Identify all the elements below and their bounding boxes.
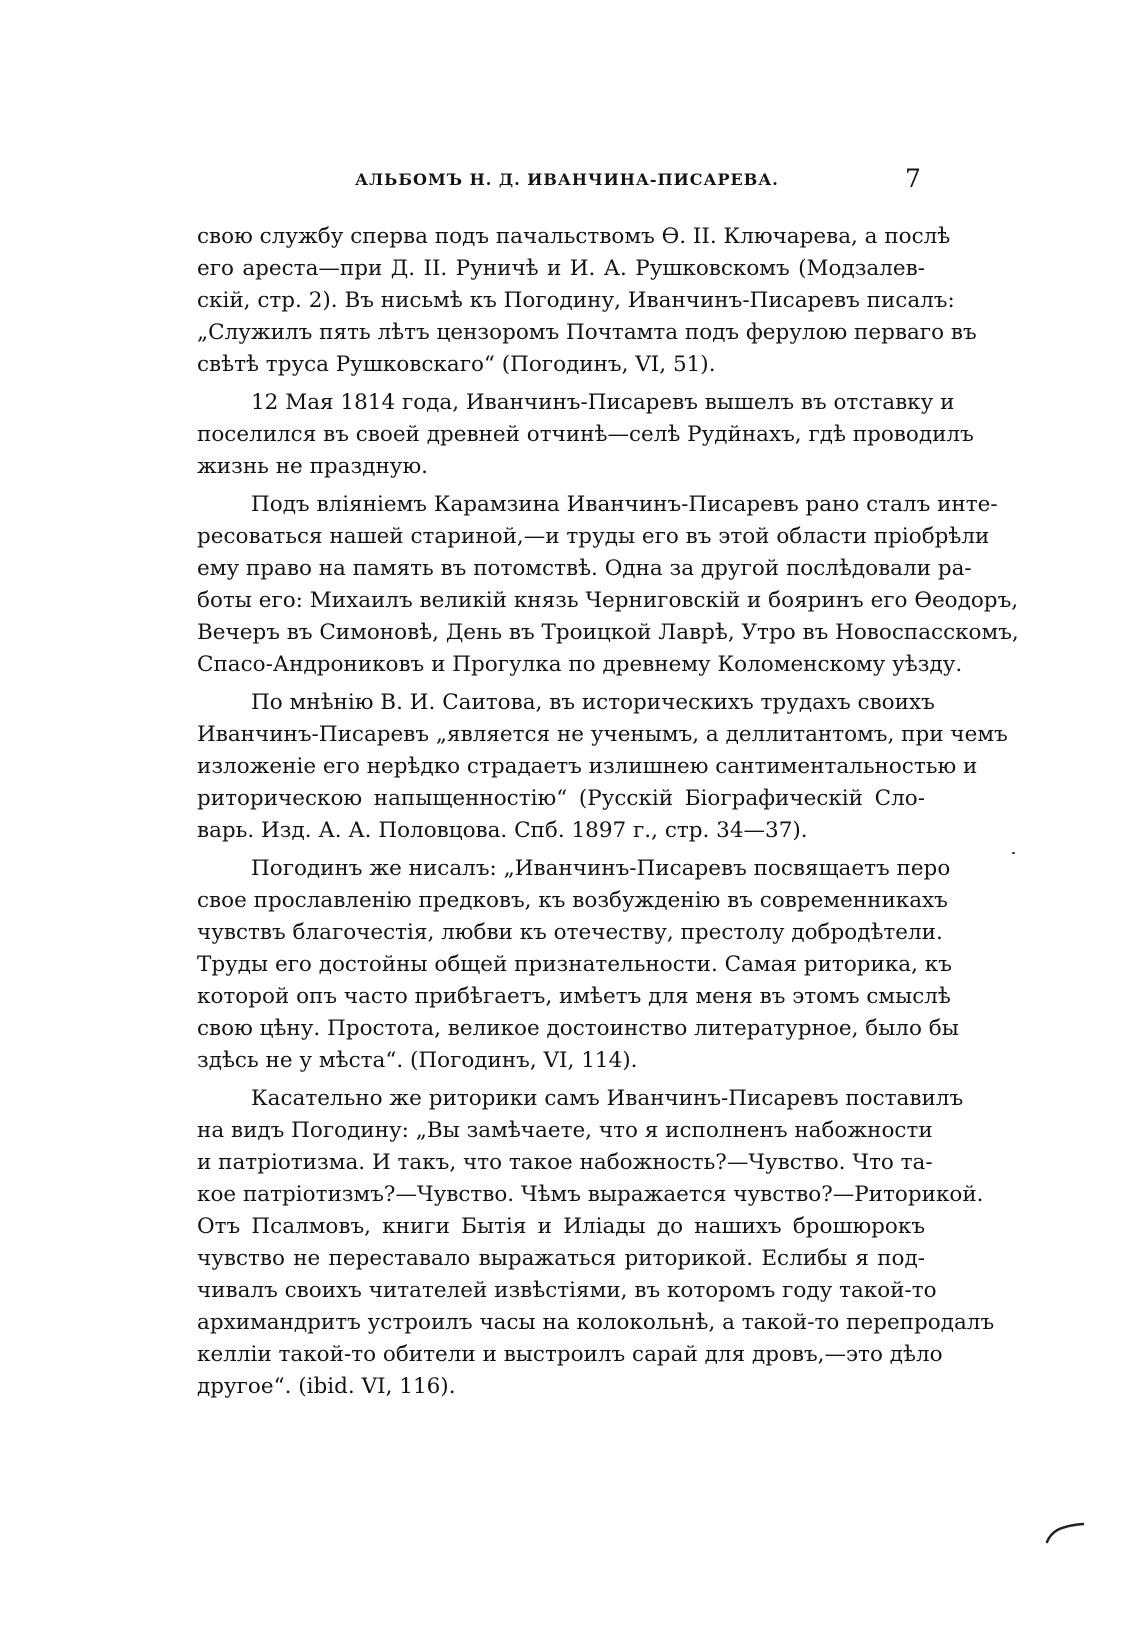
text-line: другое“. (ibid. VI, 116).	[197, 1374, 456, 1399]
paragraph	[197, 221, 977, 381]
pencil-mark	[1045, 1514, 1085, 1544]
paragraph	[197, 387, 974, 483]
text-line: и патріотизма. И такъ, что такое набожность?—Чувство. Что та-	[197, 1150, 933, 1175]
text-line: ему право на память въ потомствѣ. Одна за другой послѣдовали ра-	[197, 556, 972, 581]
text-line: Отъ Псалмовъ, книги Бытія и Иліады до нашихъ брошюрокъ	[197, 1214, 925, 1239]
text-line: варь. Изд. А. А. Половцова. Спб. 1897 г., стр. 34—37).	[197, 818, 808, 843]
text-line: Вечеръ въ Симоновѣ, День въ Троицкой Лаврѣ, Утро въ Новоспасскомъ,	[197, 620, 1019, 645]
text-line: архимандритъ устроилъ часы на колокольнѣ, а такой-то перепродалъ	[197, 1310, 995, 1335]
text-line: чувство не переставало выражаться риторикой. Еслибы я под-	[197, 1246, 925, 1271]
text-line: кое патріотизмъ?—Чувство. Чѣмъ выражается чувство?—Риторикой.	[197, 1182, 984, 1207]
text-line: келліи такой-то обители и выстроилъ сарай для дровъ,—это дѣло	[197, 1342, 943, 1367]
text-line: здѣсь не у мѣста“. (Погодинъ, VI, 114).	[197, 1048, 638, 1073]
text-line: ресоваться нашей стариной,—и труды его въ этой области пріобрѣли	[197, 524, 990, 549]
text-line: поселился въ своей древней отчинѣ—селѣ Рудйнахъ, гдѣ проводилъ	[197, 422, 974, 447]
text-line: По мнѣнію В. И. Саитова, въ историческихъ трудахъ своихъ	[251, 690, 935, 715]
paragraph	[197, 1083, 995, 1403]
scan-speck	[1012, 852, 1015, 854]
text-line: Погодинъ же нисалъ: „Иванчинъ-Писаревъ посвящаетъ перо	[251, 856, 951, 881]
text-line: на видъ Погодину: „Вы замѣчаете, что я исполненъ набожности	[197, 1118, 933, 1143]
text-line: Спасо-Андрониковъ и Прогулка по древнему Коломенскому уѣзду.	[197, 652, 963, 677]
body-text	[197, 221, 1019, 1409]
text-line: свѣтѣ труса Рушковскаго“ (Погодинъ, VI, 51).	[197, 352, 716, 377]
text-line: свою цѣну. Простота, великое достоинство литературное, было бы	[197, 1016, 959, 1041]
paragraph	[197, 853, 959, 1077]
paragraph	[197, 489, 1019, 681]
text-line: Касательно же риторики самъ Иванчинъ-Писаревъ поставилъ	[251, 1086, 964, 1111]
text-line: его ареста—при Д. II. Руничѣ и И. А. Рушковскомъ (Модзалев-	[197, 256, 925, 281]
text-line: жизнь не праздную.	[197, 454, 428, 479]
text-line: чивалъ своихъ читателей извѣстіями, въ которомъ году такой-то	[197, 1278, 937, 1303]
text-line: боты его: Михаилъ великій князь Черниговскій и бояринъ его Ѳеодоръ,	[197, 588, 1019, 613]
text-line: скій, стр. 2). Въ нисьмѣ къ Погодину, Иванчинъ-Писаревъ писалъ:	[197, 288, 955, 313]
page-number: 7	[905, 164, 921, 193]
running-title: АЛЬБОМЪ Н. Д. ИВАНЧИНА-ПИСАРЕВА.	[355, 170, 779, 189]
text-line: изложеніе его нерѣдко страдаетъ излишнею сантиментальностью и	[197, 754, 978, 779]
text-line: свою службу сперва подъ пачальствомъ Ѳ. II. Ключарева, а послѣ	[197, 224, 951, 249]
text-line: Труды его достойны общей признательности. Самая риторика, къ	[197, 952, 952, 977]
text-line: Подъ вліяніемъ Карамзина Иванчинъ-Писаревъ рано сталъ инте-	[251, 492, 998, 517]
text-line: свое прославленію предковъ, къ возбужденію въ современникахъ	[197, 888, 948, 913]
text-line: Иванчинъ-Писаревъ „является не ученымъ, а деллитантомъ, при чемъ	[197, 722, 1008, 747]
paragraph	[197, 687, 1008, 847]
text-line: „Служилъ пять лѣтъ цензоромъ Почтамта подъ ферулою перваго въ	[197, 320, 977, 345]
text-line: чувствъ благочестія, любви къ отечеству, престолу добродѣтели.	[197, 920, 943, 945]
text-line: риторическою напыщенностію“ (Русскій Біографическій Сло-	[197, 786, 925, 811]
text-line: 12 Мая 1814 года, Иванчинъ-Писаревъ вышелъ въ отставку и	[251, 390, 955, 415]
text-line: которой опъ часто прибѣгаетъ, имѣетъ для меня въ этомъ смыслѣ	[197, 984, 951, 1009]
